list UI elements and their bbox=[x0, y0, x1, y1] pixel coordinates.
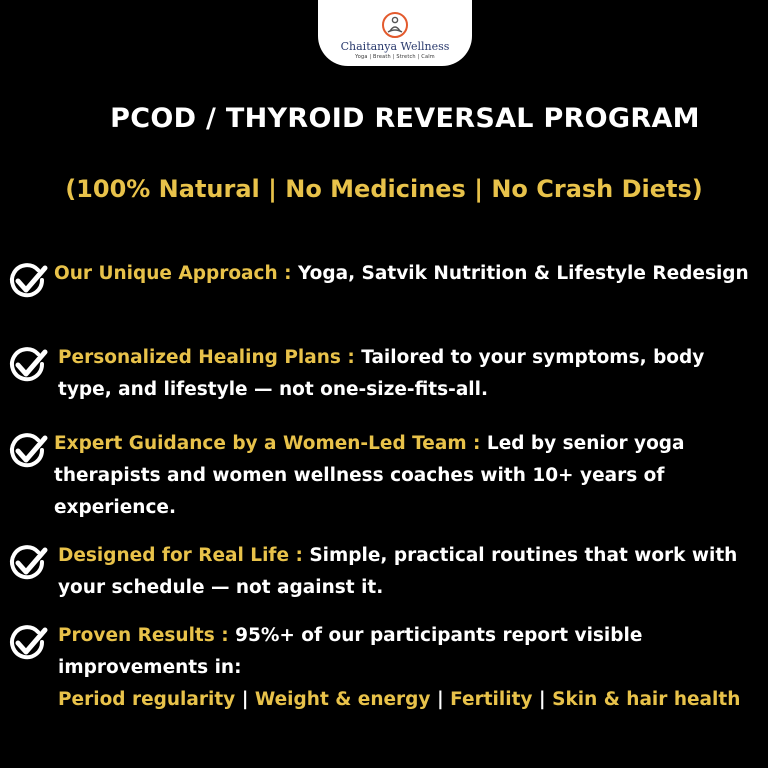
result-separator: | bbox=[532, 689, 553, 710]
check-circle-icon bbox=[8, 624, 48, 664]
brand-tagline: Yoga | Breath | Stretch | Calm bbox=[355, 54, 435, 60]
benefit-heading: Expert Guidance by a Women-Led Team : bbox=[54, 433, 481, 454]
benefit-body: Tailored to your symptoms, body type, and lifestyle — not one-size-fits-all. bbox=[58, 347, 705, 400]
brand-name: Chaitanya Wellness bbox=[340, 40, 450, 53]
result-separator: | bbox=[235, 689, 255, 710]
benefit-heading: Designed for Real Life : bbox=[58, 545, 303, 566]
page-title: PCOD / THYROID REVERSAL PROGRAM bbox=[110, 103, 700, 134]
result-item: Weight & energy bbox=[254, 689, 431, 710]
benefit-text bbox=[54, 428, 758, 524]
check-circle-icon bbox=[8, 544, 48, 584]
benefit-heading: Proven Results : bbox=[58, 625, 229, 646]
result-item: Period regularity bbox=[58, 689, 236, 710]
result-item: Skin & hair health bbox=[552, 689, 741, 710]
benefit-body: Simple, practical routines that work with your schedule — not against it. bbox=[58, 545, 738, 598]
benefit-body: Led by senior yoga therapists and women wellness coaches with 10+ years of experience. bbox=[54, 433, 685, 518]
benefit-heading: Our Unique Approach : bbox=[54, 263, 292, 284]
check-circle-icon bbox=[8, 346, 48, 386]
result-item: Fertility bbox=[450, 689, 533, 710]
results-list bbox=[58, 684, 758, 716]
benefit-body: Yoga, Satvik Nutrition & Lifestyle Redesign bbox=[297, 263, 749, 284]
benefit-text bbox=[58, 540, 758, 604]
benefit-body: 95%+ of our participants report visible improvements in: bbox=[58, 625, 643, 678]
brand-logo bbox=[318, 0, 472, 66]
benefit-text bbox=[54, 258, 758, 290]
result-separator: | bbox=[430, 689, 451, 710]
meditating-figure-icon bbox=[380, 10, 410, 40]
check-circle-icon bbox=[8, 262, 48, 302]
benefit-text bbox=[58, 620, 758, 684]
page-subtitle: (100% Natural | No Medicines | No Crash Diets) bbox=[65, 175, 703, 203]
benefit-heading: Personalized Healing Plans : bbox=[58, 347, 355, 368]
check-circle-icon bbox=[8, 432, 48, 472]
benefit-text bbox=[58, 342, 758, 406]
